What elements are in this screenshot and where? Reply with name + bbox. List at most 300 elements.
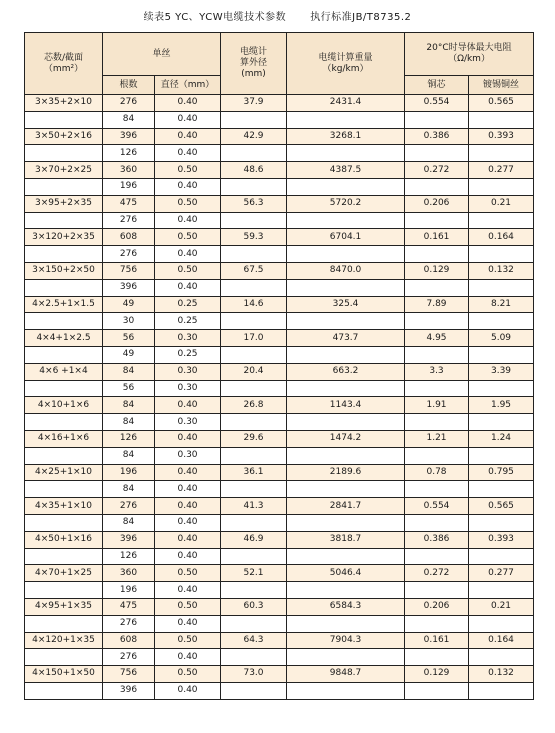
cell-copper-resistance: 0.78 (405, 464, 469, 481)
cell-count: 126 (103, 430, 155, 447)
cell-spec-empty (25, 212, 103, 229)
cell-diameter: 0.40 (155, 178, 221, 195)
cell-copper-resistance: 0.386 (405, 531, 469, 548)
cell-empty (287, 111, 405, 128)
cell-empty (287, 447, 405, 464)
cell-spec-empty (25, 447, 103, 464)
cell-outer-diameter: 29.6 (221, 430, 287, 447)
cell-copper-resistance: 0.129 (405, 666, 469, 683)
cell-empty (221, 346, 287, 363)
cell-tinned-resistance: 0.277 (469, 565, 534, 582)
cell-empty (287, 582, 405, 599)
cell-empty (469, 649, 534, 666)
cell-tinned-resistance: 0.132 (469, 666, 534, 683)
cell-spec: 4×95+1×35 (25, 598, 103, 615)
table-row (25, 95, 534, 112)
cell-spec: 3×35+2×10 (25, 95, 103, 112)
table-row (25, 195, 534, 212)
cell-count: 608 (103, 229, 155, 246)
cell-empty (405, 178, 469, 195)
cell-empty (287, 682, 405, 699)
cell-spec-empty (25, 615, 103, 632)
table-row (25, 397, 534, 414)
cell-diameter: 0.50 (155, 565, 221, 582)
cell-weight: 1143.4 (287, 397, 405, 414)
cell-empty (405, 246, 469, 263)
cell-outer-diameter: 26.8 (221, 397, 287, 414)
cell-weight: 5046.4 (287, 565, 405, 582)
cell-diameter: 0.40 (155, 582, 221, 599)
cell-outer-diameter: 60.3 (221, 598, 287, 615)
cell-empty (221, 414, 287, 431)
cell-spec: 4×120+1×35 (25, 632, 103, 649)
header-spec-unit: （mm²） (43, 63, 84, 74)
cell-spec: 4×25+1×10 (25, 464, 103, 481)
cell-empty (221, 279, 287, 296)
cell-copper-resistance: 0.161 (405, 229, 469, 246)
table-title-standard: 执行标准JB/T8735.2 (310, 12, 412, 23)
cell-count: 126 (103, 145, 155, 162)
cable-spec-table (24, 32, 534, 700)
table-body (25, 95, 534, 700)
table-subrow (25, 212, 534, 229)
cell-empty (221, 380, 287, 397)
cell-spec: 4×10+1×6 (25, 397, 103, 414)
cell-empty (287, 212, 405, 229)
cell-spec-empty (25, 380, 103, 397)
cell-weight: 473.7 (287, 330, 405, 347)
cell-spec-empty (25, 313, 103, 330)
cell-weight: 663.2 (287, 363, 405, 380)
cell-empty (221, 178, 287, 195)
cell-empty (469, 682, 534, 699)
cell-tinned-resistance: 0.164 (469, 632, 534, 649)
cell-count: 396 (103, 682, 155, 699)
table-row (25, 262, 534, 279)
cell-empty (469, 279, 534, 296)
cell-outer-diameter: 64.3 (221, 632, 287, 649)
table-title (0, 8, 555, 23)
header-weight-label: 电缆计算重量 (318, 52, 373, 63)
cell-empty (287, 514, 405, 531)
cell-diameter: 0.40 (155, 95, 221, 112)
cell-count: 196 (103, 582, 155, 599)
cell-diameter: 0.40 (155, 481, 221, 498)
cell-diameter: 0.50 (155, 598, 221, 615)
cell-count: 360 (103, 162, 155, 179)
cell-diameter: 0.40 (155, 145, 221, 162)
cell-count: 84 (103, 414, 155, 431)
cell-count: 49 (103, 346, 155, 363)
table-row (25, 565, 534, 582)
cell-weight: 9848.7 (287, 666, 405, 683)
cell-diameter: 0.40 (155, 464, 221, 481)
cell-count: 84 (103, 363, 155, 380)
cell-copper-resistance: 1.91 (405, 397, 469, 414)
cell-empty (405, 212, 469, 229)
cell-outer-diameter: 14.6 (221, 296, 287, 313)
table-subrow (25, 447, 534, 464)
cell-empty (287, 178, 405, 195)
cell-copper-resistance: 0.386 (405, 128, 469, 145)
cell-diameter: 0.40 (155, 111, 221, 128)
cell-empty (405, 682, 469, 699)
cell-diameter: 0.25 (155, 296, 221, 313)
cell-outer-diameter: 41.3 (221, 498, 287, 515)
cell-tinned-resistance: 0.277 (469, 162, 534, 179)
cell-copper-resistance: 4.95 (405, 330, 469, 347)
header-outer-diameter (221, 33, 287, 95)
table-subrow (25, 649, 534, 666)
cell-tinned-resistance: 5.09 (469, 330, 534, 347)
cell-outer-diameter: 42.9 (221, 128, 287, 145)
cell-copper-resistance: 0.129 (405, 262, 469, 279)
cell-weight: 3268.1 (287, 128, 405, 145)
table-subrow (25, 582, 534, 599)
cell-spec-empty (25, 582, 103, 599)
cell-spec: 4×50+1×16 (25, 531, 103, 548)
header-resistance-unit: （Ω/km） (448, 54, 490, 64)
cell-count: 276 (103, 95, 155, 112)
table-subrow (25, 414, 534, 431)
cell-weight: 2189.6 (287, 464, 405, 481)
cell-count: 84 (103, 514, 155, 531)
cell-empty (287, 548, 405, 565)
cell-spec-empty (25, 111, 103, 128)
table-subrow (25, 279, 534, 296)
cell-diameter: 0.40 (155, 498, 221, 515)
cell-spec-empty (25, 178, 103, 195)
cell-outer-diameter: 73.0 (221, 666, 287, 683)
table-row (25, 531, 534, 548)
cell-outer-diameter: 59.3 (221, 229, 287, 246)
cell-outer-diameter: 37.9 (221, 95, 287, 112)
cell-weight: 5720.2 (287, 195, 405, 212)
table-row (25, 296, 534, 313)
cell-spec: 4×70+1×25 (25, 565, 103, 582)
cell-spec-empty (25, 346, 103, 363)
cell-count: 475 (103, 195, 155, 212)
cell-empty (287, 481, 405, 498)
cell-tinned-resistance: 1.24 (469, 430, 534, 447)
table-subrow (25, 246, 534, 263)
table-row (25, 229, 534, 246)
cell-diameter: 0.30 (155, 330, 221, 347)
cell-tinned-resistance: 0.164 (469, 229, 534, 246)
cell-empty (469, 246, 534, 263)
cell-empty (287, 145, 405, 162)
cell-diameter: 0.40 (155, 682, 221, 699)
cell-diameter: 0.30 (155, 447, 221, 464)
cell-diameter: 0.50 (155, 666, 221, 683)
cell-count: 396 (103, 531, 155, 548)
cell-spec: 4×150+1×50 (25, 666, 103, 683)
header-od-line1: 电缆计 (240, 47, 268, 57)
cell-weight: 1474.2 (287, 430, 405, 447)
cell-diameter: 0.50 (155, 262, 221, 279)
cell-empty (469, 380, 534, 397)
cell-empty (405, 481, 469, 498)
cell-tinned-resistance: 0.795 (469, 464, 534, 481)
cell-empty (221, 145, 287, 162)
header-diameter: 直径（mm） (155, 76, 221, 95)
cell-empty (405, 380, 469, 397)
cell-outer-diameter: 46.9 (221, 531, 287, 548)
cell-empty (287, 649, 405, 666)
header-spec-label: 芯数/截面 (43, 52, 84, 63)
cell-empty (405, 111, 469, 128)
cell-diameter: 0.30 (155, 363, 221, 380)
cell-empty (405, 346, 469, 363)
cell-diameter: 0.40 (155, 514, 221, 531)
table-row (25, 666, 534, 683)
cell-weight: 8470.0 (287, 262, 405, 279)
cell-tinned-resistance: 8.21 (469, 296, 534, 313)
table-row (25, 330, 534, 347)
header-resistance (405, 33, 534, 76)
cell-count: 196 (103, 464, 155, 481)
table-row (25, 464, 534, 481)
cell-outer-diameter: 36.1 (221, 464, 287, 481)
cell-empty (287, 246, 405, 263)
cell-empty (469, 481, 534, 498)
cell-count: 396 (103, 279, 155, 296)
table-row (25, 128, 534, 145)
cell-spec: 3×95+2×35 (25, 195, 103, 212)
header-od-line2: 算外径 (240, 58, 268, 68)
cell-empty (221, 582, 287, 599)
cell-tinned-resistance: 0.393 (469, 128, 534, 145)
header-strand: 单丝 (103, 33, 221, 76)
table-row (25, 632, 534, 649)
cell-diameter: 0.40 (155, 128, 221, 145)
cell-empty (405, 313, 469, 330)
cell-spec: 4×4+1×2.5 (25, 330, 103, 347)
cell-count: 276 (103, 212, 155, 229)
cell-copper-resistance: 0.206 (405, 195, 469, 212)
table-row (25, 363, 534, 380)
cell-diameter: 0.50 (155, 632, 221, 649)
cell-tinned-resistance: 0.21 (469, 195, 534, 212)
cell-empty (469, 414, 534, 431)
cell-empty (405, 514, 469, 531)
cell-outer-diameter: 56.3 (221, 195, 287, 212)
cell-empty (405, 414, 469, 431)
cell-count: 276 (103, 649, 155, 666)
cell-diameter: 0.40 (155, 430, 221, 447)
cell-weight: 7904.3 (287, 632, 405, 649)
cell-diameter: 0.25 (155, 313, 221, 330)
cell-diameter: 0.50 (155, 195, 221, 212)
cell-empty (221, 548, 287, 565)
cell-count: 84 (103, 447, 155, 464)
cell-weight: 325.4 (287, 296, 405, 313)
table-header (25, 33, 534, 95)
table-subrow (25, 111, 534, 128)
table-subrow (25, 514, 534, 531)
cell-outer-diameter: 48.6 (221, 162, 287, 179)
cell-empty (221, 481, 287, 498)
cell-spec-empty (25, 548, 103, 565)
header-weight (287, 33, 405, 95)
cell-copper-resistance: 0.554 (405, 95, 469, 112)
cell-copper-resistance: 0.272 (405, 565, 469, 582)
cell-count: 49 (103, 296, 155, 313)
cell-diameter: 0.50 (155, 162, 221, 179)
cell-tinned-resistance: 0.132 (469, 262, 534, 279)
cell-diameter: 0.30 (155, 380, 221, 397)
table-subrow (25, 481, 534, 498)
cell-empty (221, 649, 287, 666)
cell-empty (405, 548, 469, 565)
cell-count: 84 (103, 397, 155, 414)
cell-empty (405, 615, 469, 632)
cell-spec: 4×2.5+1×1.5 (25, 296, 103, 313)
cell-empty (469, 548, 534, 565)
cell-empty (287, 380, 405, 397)
cell-empty (469, 582, 534, 599)
table-subrow (25, 682, 534, 699)
cell-diameter: 0.40 (155, 212, 221, 229)
cell-diameter: 0.40 (155, 279, 221, 296)
header-resistance-label: 20°C时导体最大电阻 (426, 43, 512, 53)
cell-outer-diameter: 20.4 (221, 363, 287, 380)
cell-count: 126 (103, 548, 155, 565)
cell-diameter: 0.40 (155, 531, 221, 548)
cell-count: 276 (103, 246, 155, 263)
cell-empty (221, 615, 287, 632)
cell-count: 84 (103, 481, 155, 498)
table-row (25, 430, 534, 447)
cell-spec: 3×120+2×35 (25, 229, 103, 246)
header-spec (25, 33, 103, 95)
cell-empty (287, 313, 405, 330)
cell-outer-diameter: 67.5 (221, 262, 287, 279)
cell-empty (287, 615, 405, 632)
header-tinned: 镀锡铜丝 (469, 76, 534, 95)
table-subrow (25, 380, 534, 397)
cell-diameter: 0.40 (155, 649, 221, 666)
cell-empty (221, 514, 287, 531)
cell-empty (469, 346, 534, 363)
cell-spec-empty (25, 246, 103, 263)
cell-count: 475 (103, 598, 155, 615)
table-subrow (25, 346, 534, 363)
cell-tinned-resistance: 0.21 (469, 598, 534, 615)
cell-empty (287, 346, 405, 363)
cell-weight: 3818.7 (287, 531, 405, 548)
cell-weight: 2431.4 (287, 95, 405, 112)
cell-diameter: 0.50 (155, 229, 221, 246)
cell-copper-resistance: 1.21 (405, 430, 469, 447)
cell-count: 756 (103, 262, 155, 279)
cell-count: 30 (103, 313, 155, 330)
cell-spec: 3×70+2×25 (25, 162, 103, 179)
table-row (25, 498, 534, 515)
cell-empty (405, 649, 469, 666)
cell-count: 276 (103, 615, 155, 632)
cell-spec-empty (25, 279, 103, 296)
cell-count: 360 (103, 565, 155, 582)
cell-copper-resistance: 0.554 (405, 498, 469, 515)
cell-empty (287, 279, 405, 296)
cell-empty (405, 145, 469, 162)
cell-tinned-resistance: 3.39 (469, 363, 534, 380)
cell-tinned-resistance: 1.95 (469, 397, 534, 414)
cell-empty (469, 514, 534, 531)
cell-count: 396 (103, 128, 155, 145)
cell-copper-resistance: 7.89 (405, 296, 469, 313)
cell-spec-empty (25, 514, 103, 531)
cell-tinned-resistance: 0.565 (469, 95, 534, 112)
cell-spec-empty (25, 481, 103, 498)
cell-empty (469, 178, 534, 195)
cell-empty (221, 111, 287, 128)
cell-empty (469, 145, 534, 162)
cell-count: 56 (103, 380, 155, 397)
cell-empty (405, 279, 469, 296)
cell-spec: 4×16+1×6 (25, 430, 103, 447)
cell-empty (469, 212, 534, 229)
table-subrow (25, 178, 534, 195)
cell-diameter: 0.30 (155, 414, 221, 431)
cell-empty (221, 212, 287, 229)
cell-outer-diameter: 17.0 (221, 330, 287, 347)
cell-weight: 6704.1 (287, 229, 405, 246)
cell-outer-diameter: 52.1 (221, 565, 287, 582)
cell-copper-resistance: 3.3 (405, 363, 469, 380)
cell-count: 276 (103, 498, 155, 515)
cell-spec-empty (25, 414, 103, 431)
cell-spec: 3×150+2×50 (25, 262, 103, 279)
table-subrow (25, 615, 534, 632)
header-od-unit: (mm) (241, 69, 266, 79)
cell-count: 196 (103, 178, 155, 195)
cell-empty (405, 582, 469, 599)
cell-empty (469, 313, 534, 330)
cell-spec: 4×6 +1×4 (25, 363, 103, 380)
cell-empty (469, 615, 534, 632)
cell-tinned-resistance: 0.565 (469, 498, 534, 515)
table-subrow (25, 145, 534, 162)
cell-empty (221, 447, 287, 464)
table-subrow (25, 548, 534, 565)
cell-spec: 3×50+2×16 (25, 128, 103, 145)
cell-count: 84 (103, 111, 155, 128)
cell-empty (287, 414, 405, 431)
cell-empty (469, 447, 534, 464)
cell-count: 608 (103, 632, 155, 649)
cell-spec: 4×35+1×10 (25, 498, 103, 515)
table-row (25, 598, 534, 615)
cell-copper-resistance: 0.272 (405, 162, 469, 179)
cell-diameter: 0.40 (155, 397, 221, 414)
cell-diameter: 0.40 (155, 615, 221, 632)
cell-diameter: 0.40 (155, 548, 221, 565)
cell-copper-resistance: 0.206 (405, 598, 469, 615)
cell-weight: 2841.7 (287, 498, 405, 515)
header-count: 根数 (103, 76, 155, 95)
cell-empty (221, 246, 287, 263)
cell-copper-resistance: 0.161 (405, 632, 469, 649)
cell-empty (221, 313, 287, 330)
cell-empty (469, 111, 534, 128)
cell-diameter: 0.25 (155, 346, 221, 363)
cell-spec-empty (25, 682, 103, 699)
header-copper: 铜芯 (405, 76, 469, 95)
cell-count: 756 (103, 666, 155, 683)
table-subrow (25, 313, 534, 330)
